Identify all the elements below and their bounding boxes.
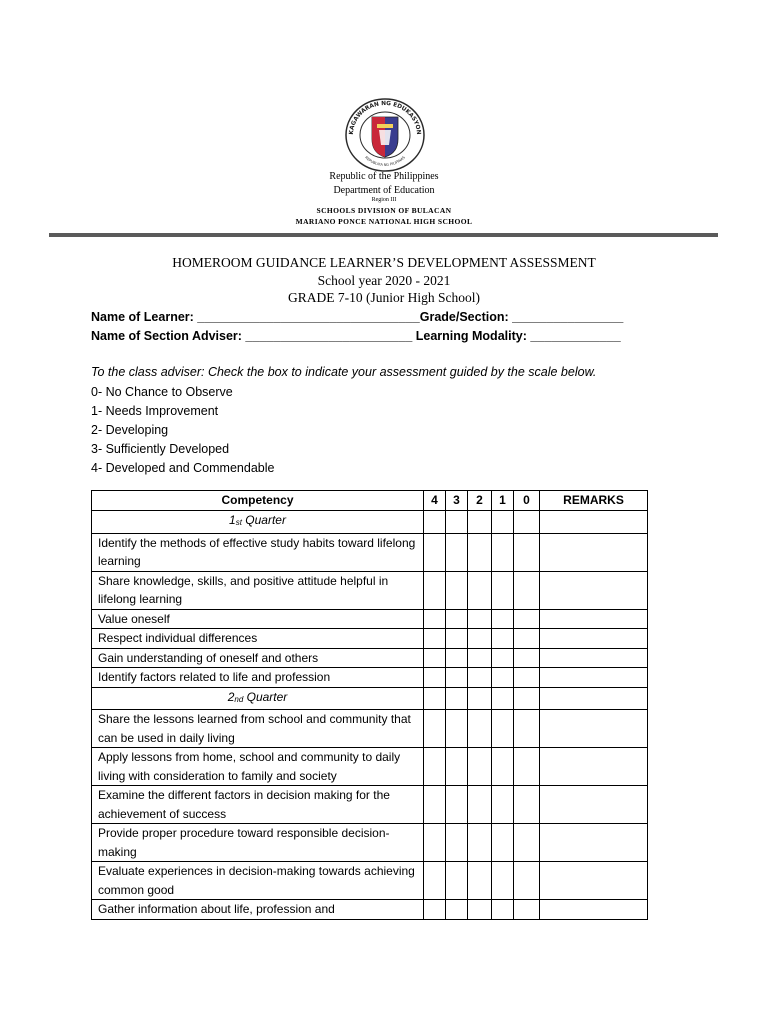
table-row	[92, 786, 648, 824]
score-checkbox-2[interactable]	[468, 648, 492, 668]
score-checkbox-3[interactable]	[446, 533, 468, 571]
instructions: To the class adviser: Check the box to indicate your assessment guided by the scale below.	[91, 365, 597, 379]
scale-item: 3- Sufficiently Developed	[91, 442, 230, 456]
competency-cell: Evaluate experiences in decision-making towards achieving common good	[92, 862, 424, 900]
score-checkbox-2[interactable]	[468, 668, 492, 688]
score-checkbox-0[interactable]	[514, 571, 540, 609]
table-row	[92, 533, 648, 571]
title-school-year: School year 2020 - 2021	[317, 272, 451, 288]
title-grade: GRADE 7-10 (Junior High School)	[288, 290, 480, 305]
remarks-cell[interactable]	[540, 710, 648, 748]
score-checkbox-4[interactable]	[424, 900, 446, 920]
header-remarks: REMARKS	[540, 491, 648, 511]
competency-cell: Respect individual differences	[92, 629, 424, 649]
score-checkbox-1[interactable]	[492, 571, 514, 609]
score-checkbox-1[interactable]	[492, 710, 514, 748]
table-row	[92, 710, 648, 748]
score-checkbox-3[interactable]	[446, 900, 468, 920]
score-checkbox-3[interactable]	[446, 748, 468, 786]
remarks-cell[interactable]	[540, 748, 648, 786]
score-checkbox-2[interactable]	[468, 629, 492, 649]
quarter-label-1: $1_{st}$ Quarter	[92, 511, 424, 534]
score-checkbox-4[interactable]	[424, 648, 446, 668]
rating-scale	[91, 383, 274, 478]
score-checkbox-0[interactable]	[514, 710, 540, 748]
table-row	[92, 629, 648, 649]
score-checkbox-2[interactable]	[468, 862, 492, 900]
scale-item: 1- Needs Improvement	[91, 404, 219, 418]
competency-cell: Share the lessons learned from school and community that can be used in daily living	[92, 710, 424, 748]
competency-cell: Value oneself	[92, 609, 424, 629]
score-checkbox-2[interactable]	[468, 710, 492, 748]
score-checkbox-1[interactable]	[492, 648, 514, 668]
header-divider	[49, 233, 718, 237]
score-checkbox-3[interactable]	[446, 609, 468, 629]
competency-cell: Identify factors related to life and profession	[92, 668, 424, 688]
scale-item: 2- Developing	[91, 423, 169, 437]
header-score-3: 3	[446, 491, 468, 511]
score-checkbox-3[interactable]	[446, 710, 468, 748]
header-republic: Republic of the Philippines	[329, 171, 439, 182]
score-checkbox-4[interactable]	[424, 533, 446, 571]
header-department: Department of Education	[333, 184, 435, 196]
score-checkbox-4[interactable]	[424, 571, 446, 609]
competency-cell: Examine the different factors in decision making for the achievement of success	[92, 786, 424, 824]
remarks-cell[interactable]	[540, 824, 648, 862]
score-checkbox-0[interactable]	[514, 900, 540, 920]
score-checkbox-1[interactable]	[492, 748, 514, 786]
table-row	[92, 571, 648, 609]
score-checkbox-3[interactable]	[446, 629, 468, 649]
score-checkbox-4[interactable]	[424, 629, 446, 649]
score-checkbox-1[interactable]	[492, 900, 514, 920]
score-checkbox-1[interactable]	[492, 609, 514, 629]
score-checkbox-0[interactable]	[514, 748, 540, 786]
score-checkbox-3[interactable]	[446, 862, 468, 900]
table-row	[92, 862, 648, 900]
header-score-2: 2	[468, 491, 492, 511]
svg-text:REPUBLIKA NG PILIPINAS: REPUBLIKA NG PILIPINAS	[364, 155, 406, 168]
score-checkbox-4[interactable]	[424, 824, 446, 862]
score-checkbox-0[interactable]	[514, 629, 540, 649]
header-competency: Competency	[92, 491, 424, 511]
score-checkbox-1[interactable]	[492, 533, 514, 571]
score-checkbox-2[interactable]	[468, 609, 492, 629]
header-region: Region III	[371, 197, 397, 203]
score-checkbox-0[interactable]	[514, 862, 540, 900]
score-checkbox-2[interactable]	[468, 824, 492, 862]
remarks-cell[interactable]	[540, 533, 648, 571]
score-checkbox-1[interactable]	[492, 629, 514, 649]
table-header-row	[92, 491, 648, 511]
header-block	[0, 170, 768, 197]
header-score-1: 1	[492, 491, 514, 511]
score-checkbox-3[interactable]	[446, 648, 468, 668]
header-school: MARIANO PONCE NATIONAL HIGH SCHOOL	[295, 217, 473, 226]
scale-item: 4- Developed and Commendable	[91, 461, 275, 475]
score-checkbox-3[interactable]	[446, 786, 468, 824]
remarks-cell[interactable]	[540, 862, 648, 900]
header-score-4: 4	[424, 491, 446, 511]
remarks-cell[interactable]	[540, 900, 648, 920]
table-row	[92, 748, 648, 786]
score-checkbox-0[interactable]	[514, 648, 540, 668]
score-checkbox-4[interactable]	[424, 710, 446, 748]
score-checkbox-2[interactable]	[468, 786, 492, 824]
score-checkbox-4[interactable]	[424, 748, 446, 786]
adviser-field-line[interactable]: Name of Section Adviser: ________________________ Learning Modality: _____________	[91, 329, 621, 343]
score-checkbox-3[interactable]	[446, 571, 468, 609]
quarter-row	[92, 687, 648, 710]
competency-cell: Apply lessons from home, school and community to daily living with consideration to family and society	[92, 748, 424, 786]
score-checkbox-1[interactable]	[492, 824, 514, 862]
header-score-0: 0	[514, 491, 540, 511]
remarks-cell[interactable]	[540, 786, 648, 824]
competency-cell: Gain understanding of oneself and others	[92, 648, 424, 668]
quarter-label-2: $2_{nd}$ Quarter	[92, 687, 424, 710]
quarter-row	[92, 511, 648, 534]
score-checkbox-1[interactable]	[492, 862, 514, 900]
score-checkbox-3[interactable]	[446, 668, 468, 688]
competency-cell: Share knowledge, skills, and positive attitude helpful in lifelong learning	[92, 571, 424, 609]
table-row	[92, 900, 648, 920]
score-checkbox-1[interactable]	[492, 668, 514, 688]
score-checkbox-4[interactable]	[424, 786, 446, 824]
score-checkbox-2[interactable]	[468, 900, 492, 920]
scale-item: 0- No Chance to Observe	[91, 385, 233, 399]
learner-field-line[interactable]: Name of Learner: ________________________________Grade/Section: ________________	[91, 310, 624, 324]
competency-cell: Provide proper procedure toward responsible decision-making	[92, 824, 424, 862]
score-checkbox-3[interactable]	[446, 824, 468, 862]
score-checkbox-0[interactable]	[514, 824, 540, 862]
score-checkbox-4[interactable]	[424, 862, 446, 900]
table-row	[92, 648, 648, 668]
score-checkbox-2[interactable]	[468, 571, 492, 609]
score-checkbox-0[interactable]	[514, 609, 540, 629]
competency-cell: Identify the methods of effective study habits toward lifelong learning	[92, 533, 424, 571]
table-row	[92, 609, 648, 629]
competency-cell: Gather information about life, profession and	[92, 900, 424, 920]
remarks-cell[interactable]	[540, 609, 648, 629]
score-checkbox-0[interactable]	[514, 668, 540, 688]
score-checkbox-2[interactable]	[468, 533, 492, 571]
remarks-cell[interactable]	[540, 648, 648, 668]
remarks-cell[interactable]	[540, 571, 648, 609]
competency-table	[91, 490, 648, 920]
score-checkbox-4[interactable]	[424, 668, 446, 688]
header-division: SCHOOLS DIVISION OF BULACAN	[316, 206, 452, 215]
header-school-block	[0, 205, 768, 227]
score-checkbox-0[interactable]	[514, 533, 540, 571]
table-row	[92, 824, 648, 862]
score-checkbox-4[interactable]	[424, 609, 446, 629]
score-checkbox-2[interactable]	[468, 748, 492, 786]
svg-text:KAGAWARAN NG EDUKASYON: KAGAWARAN NG EDUKASYON	[348, 100, 422, 135]
score-checkbox-1[interactable]	[492, 786, 514, 824]
title-main: HOMEROOM GUIDANCE LEARNER’S DEVELOPMENT ASSESSMENT	[172, 255, 596, 270]
deped-seal-logo	[344, 97, 426, 173]
table-row	[92, 668, 648, 688]
remarks-cell[interactable]	[540, 668, 648, 688]
score-checkbox-0[interactable]	[514, 786, 540, 824]
remarks-cell[interactable]	[540, 629, 648, 649]
document-title	[0, 254, 768, 307]
